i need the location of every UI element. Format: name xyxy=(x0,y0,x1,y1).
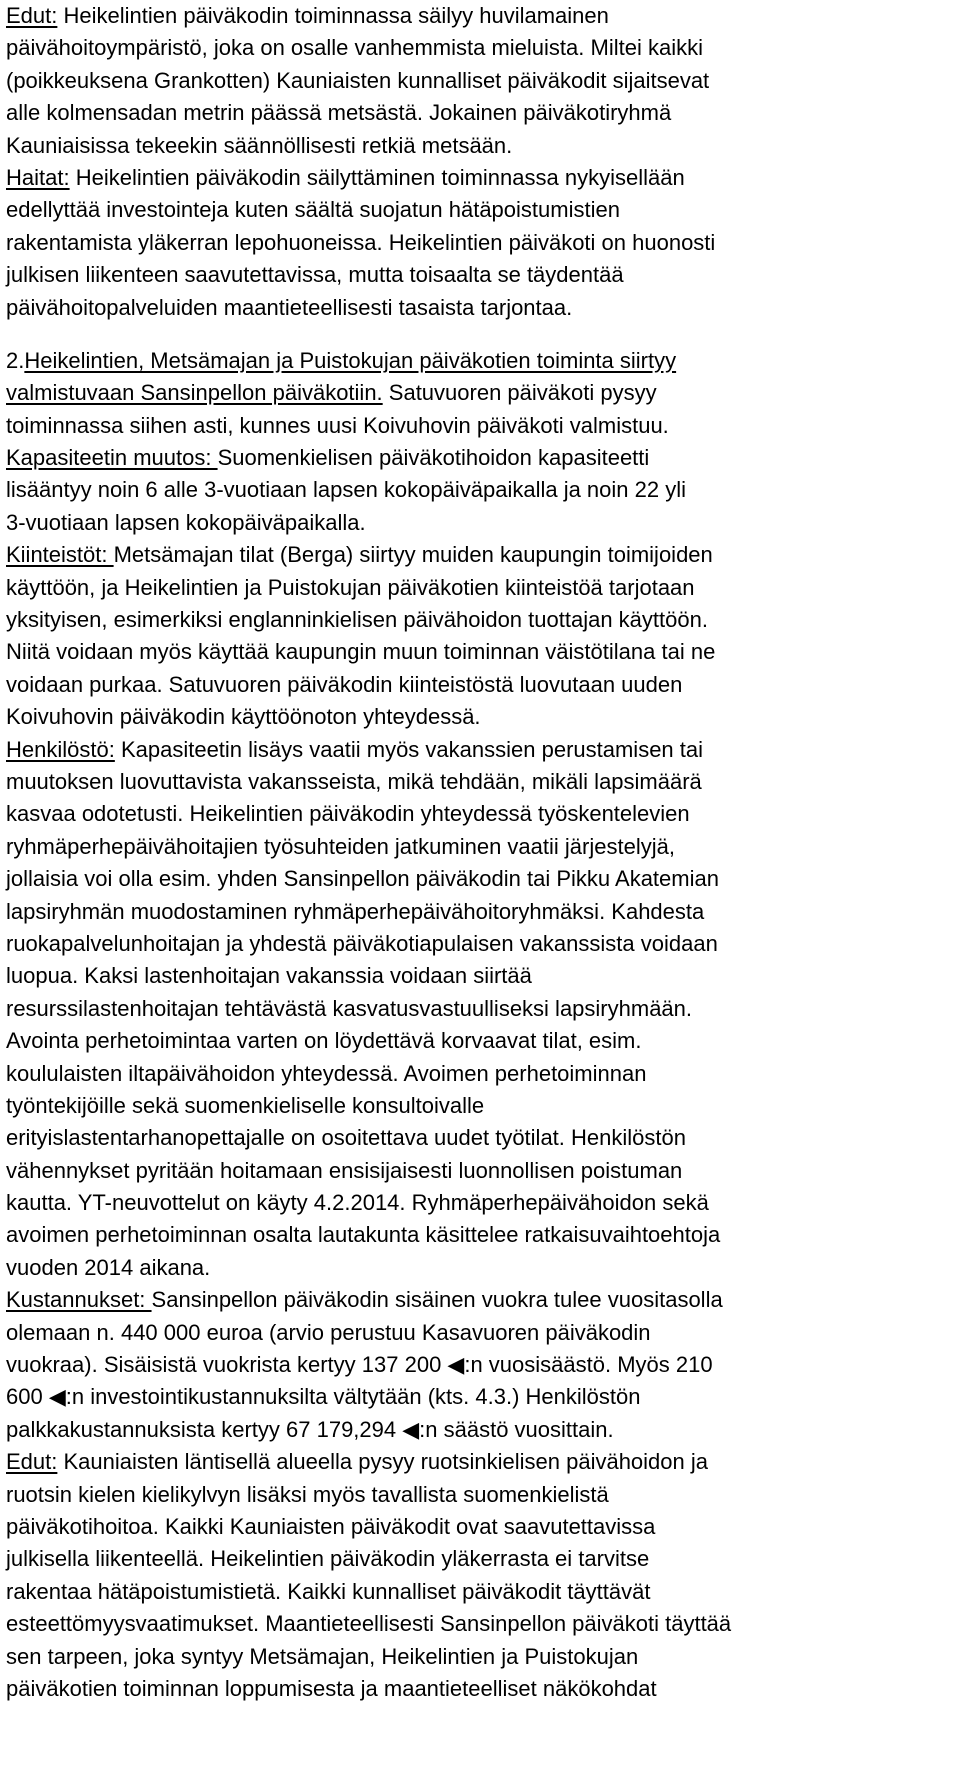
text-line xyxy=(6,831,960,863)
body-text: julkisen liikenteen saavutettavissa, mutta toisaalta se täydentää xyxy=(6,262,624,288)
body-text: julkisella liikenteellä. Heikelintien päiväkodin yläkerrasta ei tarvitse xyxy=(6,1546,650,1572)
text-line xyxy=(6,1349,960,1381)
text-line xyxy=(6,1446,960,1478)
underlined-heading: Kiinteistöt: xyxy=(6,542,114,568)
body-text: Heikelintien päiväkodin toiminnassa säilyy huvilamainen xyxy=(57,3,609,28)
body-text: rakentamista yläkerran lepohuoneissa. Heikelintien päiväkoti on huonosti xyxy=(6,229,716,255)
underlined-heading: Heikelintien, Metsämajan ja Puistokujan päiväkotien toiminta siirtyy xyxy=(24,347,677,373)
text-line xyxy=(6,1414,960,1446)
body-text: ruotsin kielen kielikylvyn lisäksi myös tavallista suomenkielistä xyxy=(6,1481,609,1507)
body-text: Suomenkielisen päiväkotihoidon kapasiteetti xyxy=(217,445,650,471)
body-text: muutoksen luovuttavista vakansseista, mikä tehdään, mikäli lapsimäärä xyxy=(6,768,702,794)
text-line xyxy=(6,1284,960,1316)
body-text: päivähoitopalveluiden maantieteellisesti tasaista tarjontaa. xyxy=(6,294,573,320)
text-line xyxy=(6,1317,960,1349)
body-text: vähennykset pyritään hoitamaan ensisijaisesti luonnollisen poistuman xyxy=(6,1157,683,1183)
text-line xyxy=(6,442,960,474)
body-text: työntekijöille sekä suomenkieliselle konsultoivalle xyxy=(6,1092,485,1118)
body-text: (poikkeuksena Grankotten) Kauniaisten kunnalliset päiväkodit sijaitsevat xyxy=(6,67,710,93)
text-line xyxy=(6,292,960,324)
text-line xyxy=(6,1511,960,1543)
underlined-heading: Henkilöstö: xyxy=(6,736,115,762)
body-text: avoimen perhetoiminnan osalta lautakunta käsittelee ratkaisuvaihtoehtoja xyxy=(6,1222,721,1248)
body-text: ryhmäperhepäivähoitajien työsuhteiden jatkuminen vaatii järjestelyjä, xyxy=(6,833,675,859)
body-text: käyttöön, ja Heikelintien ja Puistokujan päiväkotien kiinteistöä tarjotaan xyxy=(6,574,695,600)
paragraph-gap xyxy=(6,324,960,345)
body-text: palkkakustannuksista kertyy 67 179,294 ◀:n säästö vuosittain. xyxy=(6,1416,614,1442)
text-line xyxy=(6,928,960,960)
text-line xyxy=(6,227,960,259)
body-text: resurssilastenhoitajan tehtävästä kasvatusvastuulliseksi lapsiryhmään. xyxy=(6,995,693,1021)
body-text: esteettömyysvaatimukset. Maantieteellisesti Sansinpellon päiväkoti täyttää xyxy=(6,1611,732,1637)
text-line xyxy=(6,896,960,928)
text-line xyxy=(6,410,960,442)
text-line xyxy=(6,1252,960,1284)
text-line xyxy=(6,539,960,571)
body-text: edellyttää investointeja kuten säältä suojatun hätäpoistumistien xyxy=(6,197,620,223)
underlined-heading: valmistuvaan Sansinpellon päiväkotiin. xyxy=(6,380,383,406)
text-line xyxy=(6,1479,960,1511)
text-line xyxy=(6,377,960,409)
text-line xyxy=(6,1058,960,1090)
text-line xyxy=(6,1381,960,1413)
text-line xyxy=(6,194,960,226)
text-line xyxy=(6,1576,960,1608)
text-line xyxy=(6,701,960,733)
text-line xyxy=(6,766,960,798)
body-text: Niitä voidaan myös käyttää kaupungin muun toiminnan väistötilana tai ne xyxy=(6,639,716,665)
underlined-heading: Kustannukset: xyxy=(6,1287,152,1313)
text-line xyxy=(6,798,960,830)
body-text: lapsiryhmän muodostaminen ryhmäperhepäivähoitoryhmäksi. Kahdesta xyxy=(6,898,705,924)
body-text: yksityisen, esimerkiksi englanninkielisen päivähoidon tuottajan käyttöön. xyxy=(6,607,708,633)
body-text: voidaan purkaa. Satuvuoren päiväkodin kiinteistöstä luovutaan uuden xyxy=(6,671,683,697)
body-text: päiväkotien toiminnan loppumisesta ja maantieteelliset näkökohdat xyxy=(6,1675,657,1701)
body-text: Kauniaisten läntisellä alueella pysyy ruotsinkielisen päivähoidon ja xyxy=(57,1449,708,1475)
body-text: erityislastentarhanopettajalle on osoitettava uudet työtilat. Henkilöstön xyxy=(6,1125,686,1151)
text-line xyxy=(6,32,960,64)
text-line xyxy=(6,1608,960,1640)
text-line xyxy=(6,1673,960,1705)
section-2 xyxy=(6,345,960,1705)
body-text: päiväkotihoitoa. Kaikki Kauniaisten päiväkodit ovat saavutettavissa xyxy=(6,1513,656,1539)
text-line xyxy=(6,1641,960,1673)
body-text: lisääntyy noin 6 alle 3-vuotiaan lapsen kokopäiväpaikalla ja noin 22 yli xyxy=(6,477,686,503)
body-text: ruokapalvelunhoitajan ja yhdestä päiväkotiapulaisen vakanssista voidaan xyxy=(6,930,718,956)
body-text: sen tarpeen, joka syntyy Metsämajan, Heikelintien ja Puistokujan xyxy=(6,1643,639,1669)
text-line xyxy=(6,993,960,1025)
body-text: alle kolmensadan metrin päässä metsästä. Jokainen päiväkotiryhmä xyxy=(6,100,672,126)
text-line xyxy=(6,1219,960,1251)
body-text: Metsämajan tilat (Berga) siirtyy muiden kaupungin toimijoiden xyxy=(113,542,713,568)
body-text: päivähoitoympäristö, joka on osalle vanhemmista mieluista. Miltei kaikki xyxy=(6,35,703,61)
text-line xyxy=(6,97,960,129)
body-text: toiminnassa siihen asti, kunnes uusi Koivuhovin päiväkoti valmistuu. xyxy=(6,412,669,438)
text-line xyxy=(6,162,960,194)
body-text: koululaisten iltapäivähoidon yhteydessä. Avoimen perhetoiminnan xyxy=(6,1060,647,1086)
body-text: Satuvuoren päiväkoti pysyy xyxy=(382,380,657,406)
text-line xyxy=(6,669,960,701)
underlined-heading: Edut: xyxy=(6,1449,58,1475)
text-line xyxy=(6,0,960,32)
text-line xyxy=(6,1025,960,1057)
text-line xyxy=(6,1543,960,1575)
body-text: Heikelintien päiväkodin säilyttäminen toiminnassa nykyisellään xyxy=(69,164,685,190)
body-text: olemaan n. 440 000 euroa (arvio perustuu Kasavuoren päiväkodin xyxy=(6,1319,651,1345)
text-line xyxy=(6,474,960,506)
text-line xyxy=(6,1155,960,1187)
body-text: rakentaa hätäpoistumistietä. Kaikki kunnalliset päiväkodit täyttävät xyxy=(6,1578,651,1604)
list-number: 2. xyxy=(6,347,25,373)
body-text: Avointa perhetoimintaa varten on löydettävä korvaavat tilat, esim. xyxy=(6,1028,642,1054)
text-line xyxy=(6,507,960,539)
body-text: 600 ◀:n investointikustannuksilta vältytään (kts. 4.3.) Henkilöstön xyxy=(6,1384,641,1410)
body-text: Kapasiteetin lisäys vaatii myös vakanssien perustamisen tai xyxy=(114,736,704,762)
text-line xyxy=(6,636,960,668)
body-text: Kauniaisissa tekeekin säännöllisesti retkiä metsään. xyxy=(6,132,513,158)
text-line xyxy=(6,960,960,992)
text-line xyxy=(6,604,960,636)
body-text: Koivuhovin päiväkodin käyttöönoton yhteydessä. xyxy=(6,704,481,730)
body-text: Sansinpellon päiväkodin sisäinen vuokra tulee vuositasolla xyxy=(151,1287,723,1313)
body-text: luopua. Kaksi lastenhoitajan vakanssia voidaan siirtää xyxy=(6,963,532,989)
section-1 xyxy=(6,0,960,324)
text-line xyxy=(6,863,960,895)
text-line xyxy=(6,65,960,97)
body-text: kasvaa odotetusti. Heikelintien päiväkodin yhteydessä työskentelevien xyxy=(6,801,690,827)
text-line xyxy=(6,572,960,604)
body-text: vuoden 2014 aikana. xyxy=(6,1254,211,1280)
body-text: jollaisia voi olla esim. yhden Sansinpellon päiväkodin tai Pikku Akatemian xyxy=(6,866,719,892)
body-text: 3-vuotiaan lapsen kokopäiväpaikalla. xyxy=(6,509,366,535)
text-line xyxy=(6,345,960,377)
underlined-heading: Haitat: xyxy=(6,164,70,190)
body-text: kautta. YT-neuvottelut on käyty 4.2.2014. Ryhmäperhepäivähoidon sekä xyxy=(6,1190,709,1216)
text-line xyxy=(6,1122,960,1154)
body-text: vuokraa). Sisäisistä vuokrista kertyy 137 200 ◀:n vuosisäästö. Myös 210 xyxy=(6,1352,713,1378)
text-line xyxy=(6,130,960,162)
text-line xyxy=(6,259,960,291)
text-line xyxy=(6,1090,960,1122)
underlined-heading: Edut: xyxy=(6,3,58,28)
underlined-heading: Kapasiteetin muutos: xyxy=(6,445,218,471)
text-line xyxy=(6,1187,960,1219)
text-line xyxy=(6,734,960,766)
